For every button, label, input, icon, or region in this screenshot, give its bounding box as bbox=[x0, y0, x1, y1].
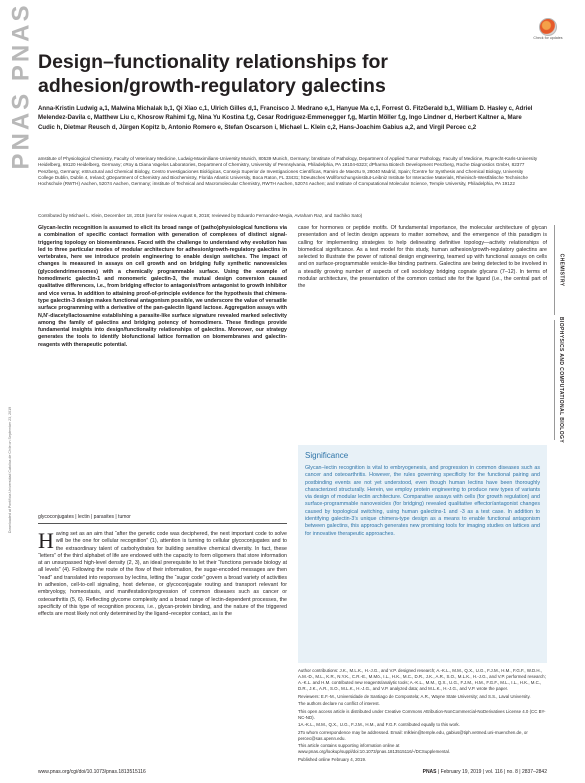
side-label-chemistry bbox=[556, 225, 566, 315]
body-text-left bbox=[38, 528, 287, 619]
footer-volume: vol. 116 bbox=[485, 769, 503, 775]
footer-doi[interactable]: www.pnas.org/cgi/doi/10.1073/pnas.1813515116 bbox=[38, 769, 146, 775]
download-note-text: Downloaded at Pontificia Universidad Catolica de Chile on September 23, 2019 bbox=[8, 406, 13, 534]
pnas-sidebar-brand bbox=[8, 2, 36, 170]
footnote-supporting-info[interactable]: This article contains supporting information online at www.pnas.org/lookup/suppl/doi:10.1073/pnas.1813515116/-/DCSupplemental. bbox=[298, 743, 450, 755]
body-left-text: aving set as an aim that “after the genetic code was deciphered, the next important code to solve will be the one for cellular recognition” (1), attention is turning to cellular glycoconjugates and to the extraordinary talent of carbohydrates for building sensitive chemical diversity. In fact, these “letters” of the third alphabet of life are endowed with the capacity to form oligomers that store information at an unsurpassed high-level density (2, 3), an ideal prerequisite to let their “functions pervade biology at all levels” (4). Following the route of the flow of their information, the sugar-encoded messages are then “read” and translated into responses by lectins, letting the “sugar code” govern a broad variety of activities in adhesion, cell-to-cell signaling, host defense, or glycoconjugate routing and transport relevant for embryology, homeostasis, and manifestation/progression of common diseases such as cancer or osteoarthritis (5, 6). Reflecting glycome complexity and a broad range of lectin-dependent processes, the specificity of this type of recognition process, i.e., glycan-protein binding, and the nature of the triggered effects are most likely not only determined by the ligand–receptor contact, as is the bbox=[38, 531, 287, 618]
check-updates-label: Check for updates bbox=[533, 36, 563, 40]
pnas-brand-text: PNAS PNAS bbox=[8, 2, 35, 170]
footer-pages: 2837–2842 bbox=[521, 769, 547, 775]
keywords: glycoconjugates | lectin | parasites | tumor bbox=[38, 514, 131, 520]
side-rule-bottom bbox=[554, 320, 555, 440]
abstract: Glycan-lectin recognition is assumed to elicit its broad range of (patho)physiological functions via a combination of specific contact formation with generation of complexes of distinct signal-triggering topology on biomembranes. Faced with the challenge to understand why evolution has led to three particular modes of modular architecture for adhesion/growth-regulatory galectins in vertebrates, here we introduce protein engineering to enable design switches. The impact of changes is measured in assays on cell growth and on bridging fully synthetic nanovesicles (glycodendrimersomes) with a chemically programmable surface. Using the example of homodimeric galectin-1 and monomeric galectin-3, the mutual design conversion caused qualitative differences, i.e., from bridging effector to antagonist/from antagonist to growth inhibitor and vice versa. In addition to attaining proof-of-principle evidence for the hypothesis that chimera-type galectin-3 design makes functional antagonism possible, we underscore the value of versatile surface programming with a derivative of the pan-galectin ligand lactose. Aggregation assays with N,N'-diacetyllactosamine establishing a parasite-like surface signature revealed marked selectivity among the family of galectins and bridging potency of homodimers. These findings provide fundamental insights into design/functionality relationships of galectins. Moreover, our strategy generates the tools to identify biofunctional lattice formation on biomembranes and galectin-reagents with therapeutic potential. bbox=[38, 225, 287, 348]
body-text-right: case for hormones or peptide motifs. Of fundamental importance, the molecular architecture of glycan presentation and of lectin design appears to matter somehow, and the emergence of this paradigm is calling for implementing strategies to help delineating definitive topology—activity relationships of biomedical significance. As a test model for this study, human adhesion/growth-regulatory galectins are selected to illustrate the power of rational design engineering, teamed up with functional assays on cells and on surface-programmable vesicle-like binding partners. Galectins are being detected to be involved in a steadily growing number of aspects of cell sociology bridging cognate glycans (7–12). In terms of modular architecture, the presentation of the common contact site for the ligand (i.e., the central part of the bbox=[298, 225, 547, 290]
running-footer bbox=[38, 768, 547, 776]
footnote-contributions: Author contributions: J.K., M.L.K., H.-J.G., and V.P. designed research; A.-K.L., M.M., Q.X., U.G., F.J.M., H.M., F.G.F., W.D.H., A.M.-D., M.L., K.R., N.Y.K., C.R.-E., M.Mö., I.L., H.K., M.C., D.R., J.K., A.R., S.O., M.L.K., H.-J.G., and V.P. performed research; A.-K.L. and H.M. contributed new reagents/analytic tools; A.-K.L., M.M., Q.X., U.G., F.J.M., H.M., F.G.F., M.L., I.L., H.K., M.C., D.R., J.K., A.R., S.O., M.L.K., H.-J.G., and V.P. analyzed data; and M.L.K., H.-J.G., and V.P. wrote the paper. bbox=[298, 668, 546, 692]
side-rule-top bbox=[554, 225, 555, 315]
footnote-correspondence[interactable]: 2To whom correspondence may be addressed. Email: mlklein@temple.edu, gabius@tiph.vetmed.uni-muenchen.de, or percec@sas.upenn.edu. bbox=[298, 729, 528, 741]
footnote-license[interactable]: This open access article is distributed under Creative Commons Attribution-NonCommercial-NoDerivatives License 4.0 (CC BY-NC-ND). bbox=[298, 708, 546, 720]
contributed-line: Contributed by Michael L. Klein, December 18, 2018 (sent for review August 6, 2018; reviewed by Eduardo Fernandez-Megia, Avraham Raz, and Sachiko Sato) bbox=[38, 213, 363, 218]
drop-cap: H bbox=[38, 528, 54, 553]
footnote-published: Published online February 4, 2019. bbox=[298, 756, 367, 762]
footnote-reviewers: Reviewers: E.F.-M., Universidade de Santiago de Compostela; A.R., Wayne State University; and S.S., Laval University. bbox=[298, 693, 531, 699]
significance-heading: Significance bbox=[305, 451, 349, 460]
check-updates-icon bbox=[539, 18, 557, 36]
side-label-biophysics-text: BIOPHYSICS AND COMPUTATIONAL BIOLOGY bbox=[558, 316, 565, 444]
download-note bbox=[6, 170, 14, 770]
keywords-divider bbox=[38, 523, 287, 524]
article-title: Design–functionality relationships for adhesion/growth-regulatory galectins bbox=[38, 51, 388, 97]
footer-issue: no. 8 bbox=[506, 769, 518, 775]
side-label-biophysics bbox=[556, 316, 566, 444]
footnotes bbox=[298, 668, 547, 764]
footer-journal: PNAS bbox=[422, 769, 437, 775]
author-list: Anna-Kristin Ludwig a,1, Malwina Michalak b,1, Qi Xiao c,1, Ulrich Gilles d,1, Francisco J. Medrano e,1, Hanyue Ma c,1, Forrest G. FitzGerald b,1, William D. Hasley c, Adriel Melendez-Davila c, Matthew Liu c, Khosrow Rahimi f,g, Nina Yu Kostina f,g, Cesar Rodriguez-Emmenegger f,g, Martin Möller f,g, Ingo Lindner d, Herbert Kaltner a, Mare Cudic h, Dietmar Reusch d, Jürgen Kopitz b, Antonio Romero e, Stefan Oscarson i, Michael L. Klein c,2, Hans-Joachim Gabius a,2, and Virgil Percec c,2 bbox=[38, 105, 533, 131]
side-label-chemistry-text: CHEMISTRY bbox=[558, 253, 564, 287]
footer-meta: PNAS | February 19, 2019 | vol. 116 | no. 8 | 2837–2842 bbox=[422, 769, 547, 775]
footnote-conflict: The authors declare no conflict of interest. bbox=[298, 701, 380, 707]
significance-text: Glycan–lectin recognition is vital to embryogenesis, and progression in common diseases such as cancer and osteoarthritis. However, the rules governing specificity for the functional pairing and postbinding events are not yet understood, even though human lectins have been thoroughly characterized structurally. Herein, we employ protein engineering to produce new types of variants via design of modular lectin architecture. Comparative assays with cells (for growth regulation) and surface-programmable nanovesicles (for bridging) revealed qualitative effector/antagonist changes caused by topological switching, using human galectins-1 and -3 as a test case. In addition to identifying galectin-3’s unique chimera-type design as a means to enable functional antagonism between galectins, this approach generates new promising tools for imaging studies on lattices and for innovative therapeutic approaches. bbox=[305, 465, 540, 537]
check-for-updates-badge[interactable] bbox=[532, 18, 564, 48]
footnote-equal-contribution: 1A.-K.L., M.M., Q.X., U.G., F.J.M., H.M., and F.G.F. contributed equally to this work. bbox=[298, 722, 460, 728]
affiliations: aInstitute of Physiological Chemistry, Faculty of Veterinary Medicine, Ludwig-Maximilians-University Munich, 80539 Munich, Germany; bInstitute of Pathology, Department of Applied Tumor Pathology, Faculty of Medicine, Ruprecht-Karls-University Heidelberg, 69120 Heidelberg, Germany; cRoy & Diana Vagelos Laboratories, Department of Chemistry, University of Pennsylvania, Philadelphia, PA 19104-6323; dPharma Biotech Development Penzberg, Roche Diagnostics GmbH, 82377 Penzberg, Germany; eStructural and Chemical Biology, Centro Investigaciones Biológicas, Consejo Superior de Investigaciones Científicas, Ramiro de Maeztu 9, 28040 Madrid, Spain; fCentre for Synthesis and Chemical Biology, University College Dublin, Dublin 4, Ireland; gDepartment of Chemistry and Biochemistry, Florida Atlantic University, Boca Raton, FL 33431; hDeutsches Wollforschungsinstitut-Leibniz Institute for Interactive Materials, Rheinisch-Westfälische Technische Hochschule (RWTH) Aachen, 52074 Aachen, Germany; iInstitute of Technical and Macromolecular Chemistry, RWTH Aachen, 52074 Aachen; and Institute of Computational Molecular Science, Temple University, Philadelphia, PA 19122 bbox=[38, 156, 538, 187]
significance-box bbox=[298, 445, 547, 663]
footer-date: February 19, 2019 bbox=[440, 769, 482, 775]
